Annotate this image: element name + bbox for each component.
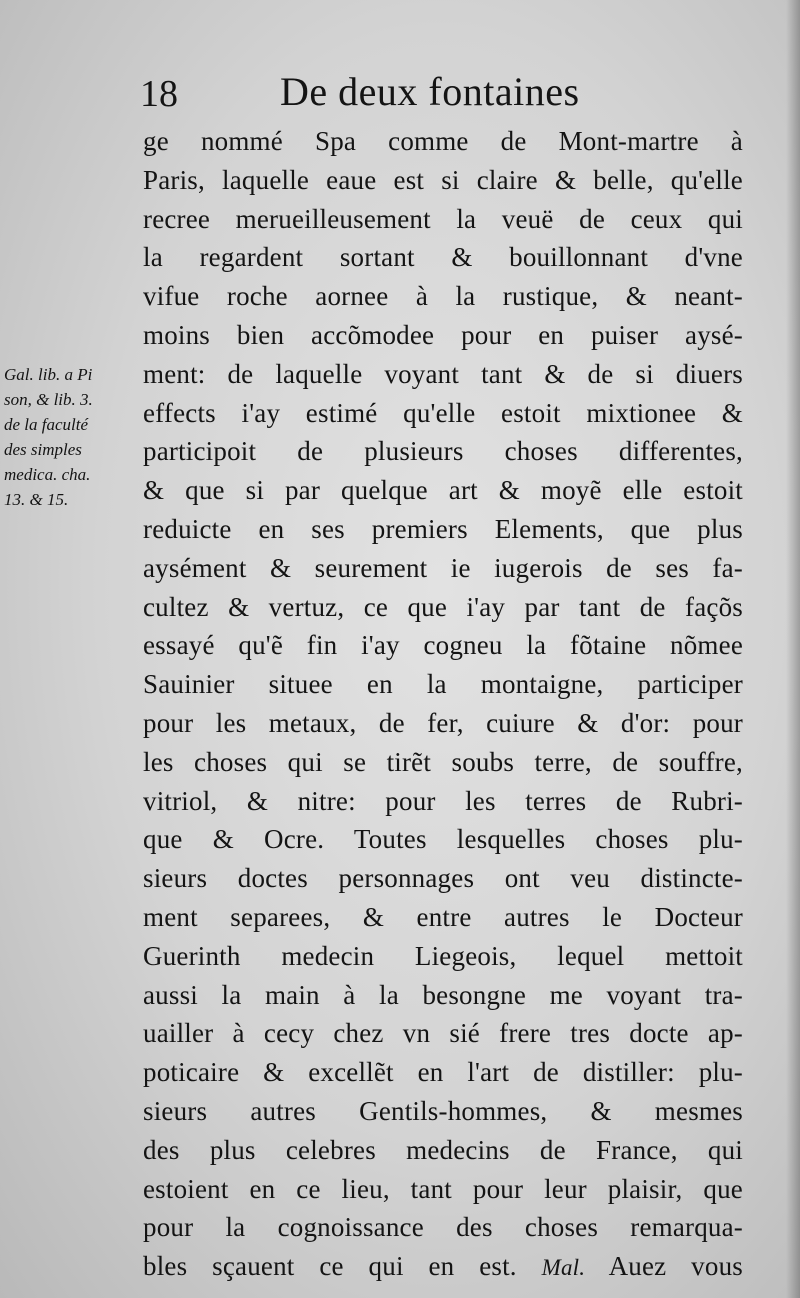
- text-line: recree merueilleusement la veuë de ceux qui: [143, 203, 743, 234]
- text-line: Sauinier situee en la montaigne, participer: [143, 669, 743, 700]
- text-line: la regardent sortant & bouillonnant d'vne: [143, 242, 743, 273]
- text-line: vifue roche aornee à la rustique, & neant-: [143, 281, 743, 312]
- margin-note-line: 13. & 15.: [4, 490, 69, 509]
- running-title: De deux fontaines: [280, 69, 580, 114]
- text-line: aysément & seurement ie iugerois de ses fa-: [143, 552, 743, 583]
- speaker-label: Mal.: [541, 1255, 586, 1281]
- text-line: que & Ocre. Toutes lesquelles choses plu-: [143, 824, 743, 855]
- margin-note-line: son, & lib. 3.: [4, 390, 93, 409]
- text-line: moins bien accõmodee pour en puiser aysé-: [143, 319, 743, 350]
- text-line: participoit de plusieurs choses differentes,: [143, 436, 743, 467]
- text-line: & que si par quelque art & moyẽ elle estoit: [143, 475, 743, 506]
- body-text: [143, 122, 743, 1286]
- text-line: vitriol, & nitre: pour les terres de Rubri-: [143, 785, 743, 816]
- text-line-final: [143, 1247, 743, 1286]
- text-line: Paris, laquelle eaue est si claire & belle, qu'elle: [143, 164, 743, 195]
- text-line: effects i'ay estimé qu'elle estoit mixtionee &: [143, 397, 743, 428]
- margin-note-line: Gal. lib. a Pi: [4, 365, 93, 384]
- page-header: [140, 66, 740, 116]
- page-number: 18: [140, 73, 178, 115]
- final-line-start: bles sçauent ce qui en est.: [143, 1251, 517, 1282]
- margin-note-line: de la faculté: [4, 415, 89, 434]
- final-line-end: Auez vous: [608, 1251, 743, 1282]
- text-line: aussi la main à la besongne me voyant tra-: [143, 979, 743, 1010]
- text-line: cultez & vertuz, ce que i'ay par tant de façõs: [143, 591, 743, 622]
- text-line: uailler à cecy chez vn sié frere tres docte ap-: [143, 1018, 743, 1049]
- text-line: reduicte en ses premiers Elements, que plus: [143, 513, 743, 544]
- text-line: des plus celebres medecins de France, qui: [143, 1134, 743, 1165]
- margin-note: [4, 362, 140, 512]
- text-line: essayé qu'ẽ fin i'ay cogneu la fõtaine nõmee: [143, 630, 743, 661]
- page-edge-shadow: [786, 0, 800, 1298]
- text-line: ge nommé Spa comme de Mont-martre à: [143, 126, 743, 156]
- text-line: sieurs doctes personnages ont veu distincte-: [143, 863, 743, 894]
- text-line: pour la cognoissance des choses remarqua-: [143, 1212, 743, 1243]
- text-line: poticaire & excellẽt en l'art de distiller: plu-: [143, 1057, 743, 1088]
- text-line: Guerinth medecin Liegeois, lequel mettoit: [143, 940, 743, 971]
- text-line: ment separees, & entre autres le Docteur: [143, 901, 743, 932]
- margin-note-line: medica. cha.: [4, 465, 91, 484]
- text-line: estoient en ce lieu, tant pour leur plaisir, que: [143, 1173, 743, 1204]
- margin-note-line: des simples: [4, 440, 82, 459]
- text-line: les choses qui se tirẽt soubs terre, de souffre,: [143, 746, 743, 777]
- text-line: ment: de laquelle voyant tant & de si diuers: [143, 358, 743, 389]
- text-line: pour les metaux, de fer, cuiure & d'or: pour: [143, 707, 743, 738]
- text-line: sieurs autres Gentils-hommes, & mesmes: [143, 1095, 743, 1126]
